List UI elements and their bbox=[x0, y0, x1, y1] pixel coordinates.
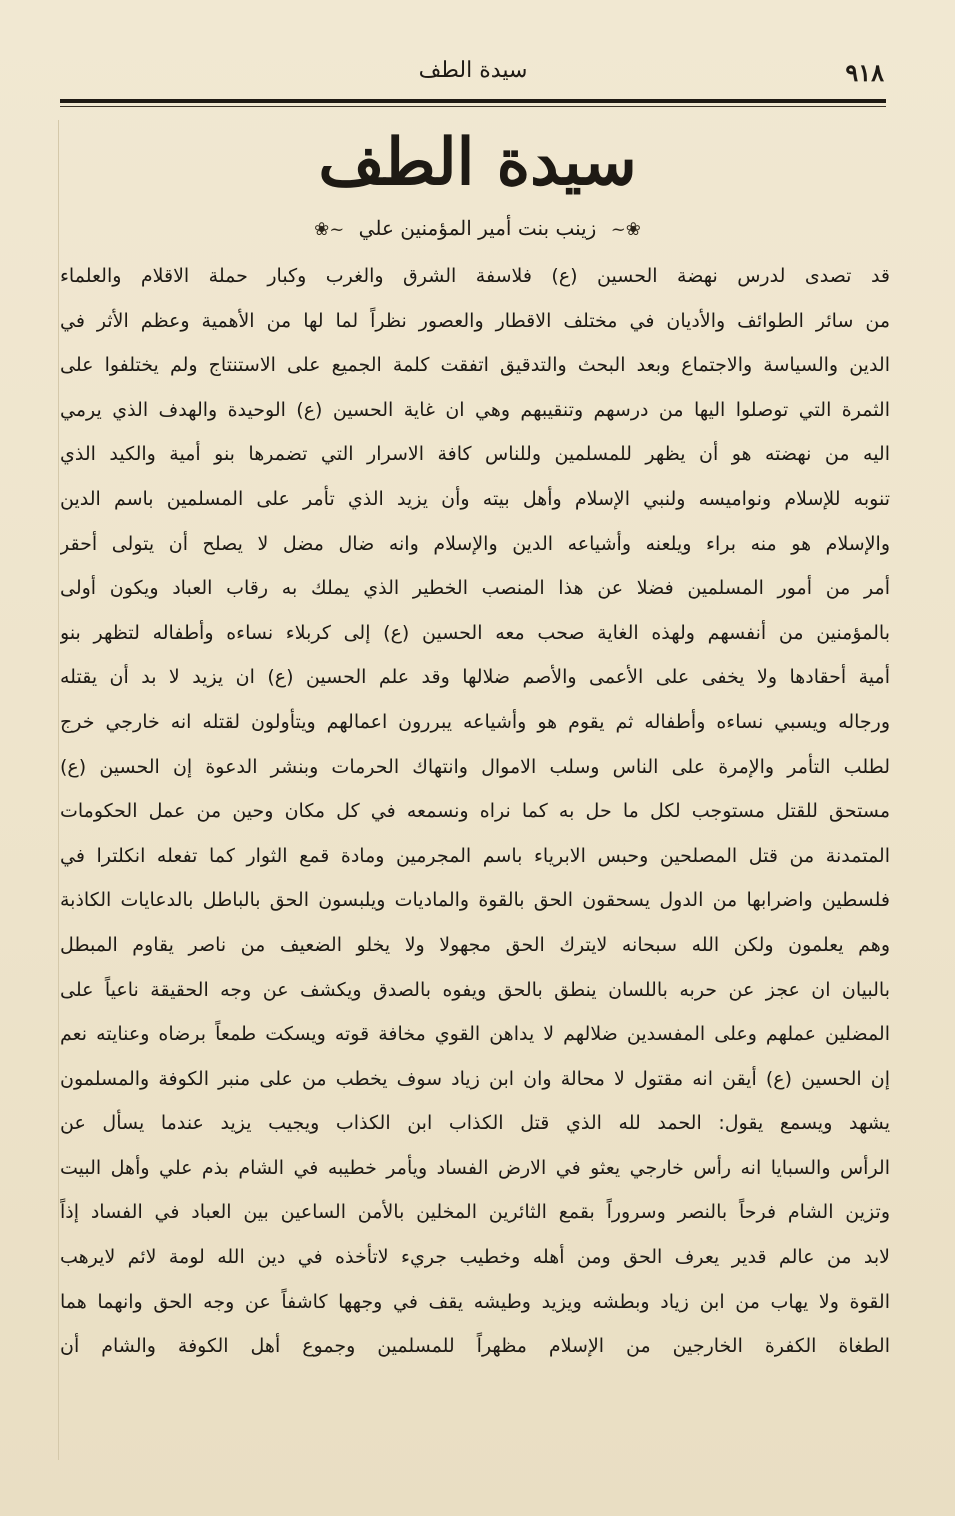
ornament-right-icon: ❀~ bbox=[610, 219, 641, 240]
text-line: المضلين عملهم وعلى المفسدين ضلالهم لا يداهن القوي مخافة قوته ويسكت طمعاً برضاه وعنايته نعم bbox=[60, 1023, 890, 1046]
page-number: ٩١٨ bbox=[845, 58, 884, 87]
text-line: الرأس والسبايا انه رأس خارجي يعثو في الارض الفساد ويأمر خطيبه في الشام بذم علي وأهل البيت bbox=[60, 1156, 890, 1179]
chapter-title: سيدة الطف bbox=[318, 125, 637, 200]
running-title: سيدة الطف bbox=[418, 58, 528, 83]
subtitle bbox=[0, 210, 955, 248]
header-rule bbox=[60, 99, 886, 103]
text-line: اليه من نهضته هو أن يظهر للمسلمين وللناس كافة الاسرار التي تضمرها بنو أمية والكيد الذي bbox=[60, 443, 890, 466]
text-line: بالبيان ان عجز عن حربه باللسان ينطق بالحق ويفوه بالصدق ويكشف عن وجه الحقيقة ناعياً على bbox=[60, 978, 890, 1001]
text-line: وتزين الشام فرحاً بالنصر وسروراً بقمع الثائرين المخلين بالأمن الساعين بين العباد في الفساد إذاً bbox=[60, 1201, 890, 1224]
text-line: وهم يعلمون ولكن الله سبحانه لايترك الحق مجهولا ولا يخلو الضعيف من ناصر يقاوم المبطل bbox=[60, 933, 890, 956]
text-line: لطلب التأمر والإمرة على الناس وسلب الاموال وانتهاك الحرمات وبنشر الدعوة إن الحسين (ع) bbox=[60, 755, 890, 778]
text-line: المتمدنة من قتل المصلحين وحبس الابرياء باسم المجرمين ومادة قمع الثوار كما تفعله انكلترا في bbox=[60, 844, 890, 867]
text-line: بالمؤمنين من أنفسهم ولهذه الغاية صحب معه الحسين (ع) إلى كربلاء نساءه وأطفاله لتظهر بنو bbox=[60, 621, 890, 644]
ornament-left-icon: ~❀ bbox=[314, 219, 345, 240]
text-line: مستحق للقتل مستوجب لكل ما حل به كما نراه ونسمعه في كل مكان وحين من عمل الحكومات bbox=[60, 800, 890, 823]
header-rule-thin bbox=[60, 106, 886, 107]
page-header bbox=[62, 52, 884, 96]
text-line: من سائر الطوائف والأديان في مختلف الاقطار والعصور نظراً لما لها من الأهمية وعظم الأثر في bbox=[60, 309, 890, 332]
text-line: إن الحسين (ع) أيقن انه مقتول لا محالة وان ابن زياد سوف يخطب من على منبر الكوفة والمسلمون bbox=[60, 1067, 890, 1090]
text-line: تنوبه للإسلام ونواميسه ولنبي الإسلام وأهل بيته وأن يزيد الذي تأمر على المسلمين باسم الدين bbox=[60, 487, 890, 510]
text-line: فلسطين واضرابها من الدول يسحقون الحق بالقوة والماديات ويلبسون الحق بالباطل بالدعايات الكاذبة bbox=[60, 889, 890, 912]
text-line: الثمرة التي توصلوا اليها من درسهم وتنقيبهم وهي ان غاية الحسين (ع) الوحيدة والهدف الذي يرمي bbox=[60, 398, 890, 421]
text-line: أمية أحقادها ولا يخفى على الأعمى والأصم ضلالها وقد علم الحسين (ع) ان يزيد لا بد أن يقتله bbox=[60, 666, 890, 689]
text-line: القوة ولا يهاب من ابن زياد وبطشه ويزيد وطيشه يقف في وجهها كاشفاً عن وجه الحق وانهما هما bbox=[60, 1290, 890, 1313]
text-line: قد تصدى لدرس نهضة الحسين (ع) فلاسفة الشرق والغرب وكبار حملة الاقلام والعلماء bbox=[60, 265, 890, 287]
page-margin bbox=[58, 120, 59, 1460]
body-paragraph bbox=[60, 254, 890, 1369]
text-line: الطغاة الكفرة الخارجين من الإسلام مظهراً للمسلمين وجموع أهل الكوفة والشام أن bbox=[60, 1335, 890, 1358]
text-line: يشهد ويسمع يقول: الحمد لله الذي قتل الكذاب ابن الكذاب ويجيب يزيد عندما يسأل عن bbox=[60, 1112, 890, 1135]
text-line: لابد من عالم قدير يعرف الحق ومن أهله وخطيب جريء لاتأخذه في دين الله لومة لائم لايرهب bbox=[60, 1246, 890, 1269]
text-line: والإسلام هو منه براء ويلعنه وأشياعه الدين والإسلام وانه ضال مضل لا يصلح أن يتولى أحقر bbox=[60, 532, 890, 555]
text-line: ورجاله ويسبي نساءه وأطفاله ثم يقوم هو وأشياعه يبررون اعمالهم ويتأولون لقتله انه خارجي خرج bbox=[60, 710, 890, 733]
text-line: الدين والسياسة والاجتماع وبعد البحث والتدقيق اتفقت كلمة الجميع على الاستنتاج ولم يختلفوا على bbox=[60, 354, 890, 377]
subtitle-text: زينب بنت أمير المؤمنين علي bbox=[358, 216, 597, 240]
text-line: أمر من أمور المسلمين فضلا عن هذا المنصب الخطير الذي يملك به رقاب العباد ويكون أولى bbox=[60, 577, 890, 600]
